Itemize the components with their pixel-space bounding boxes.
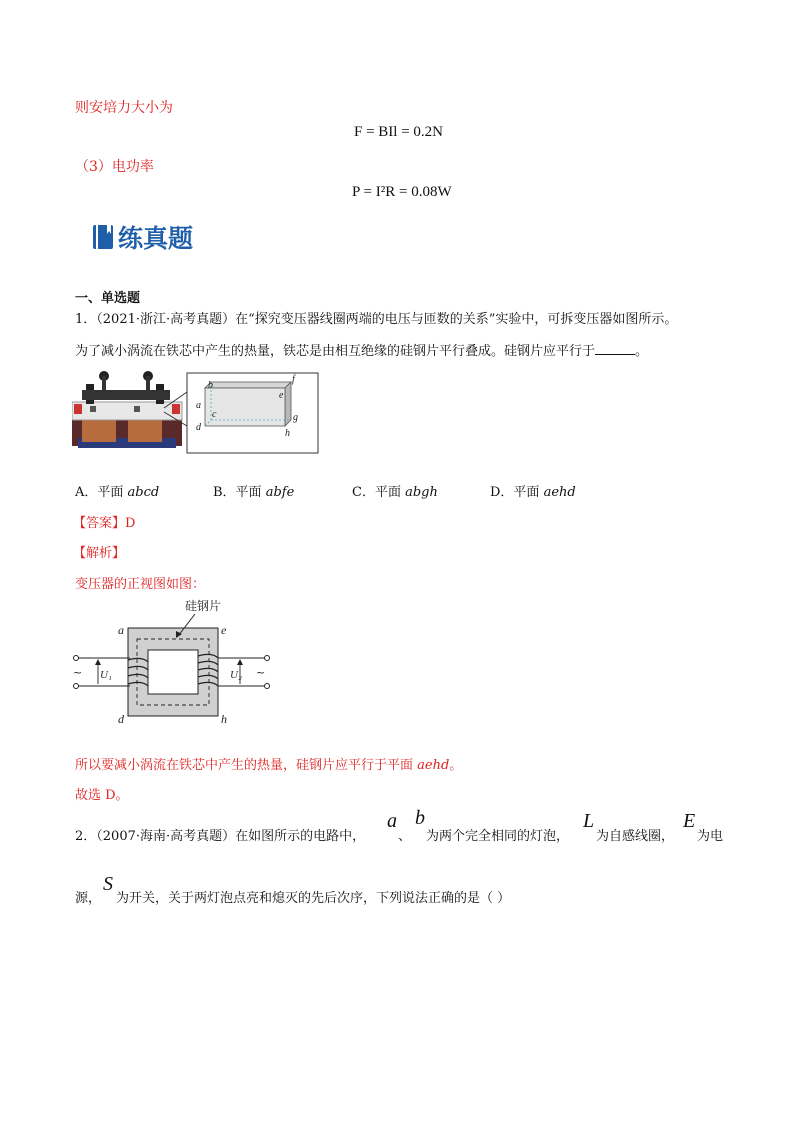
option-b[interactable]: B．平面 abfe [213, 485, 295, 500]
power-heading: （3）电功率 [75, 159, 154, 175]
power-formula: P = I²R = 0.08W [352, 184, 452, 200]
analysis-label: 【解析】 [73, 546, 126, 561]
fig-label-f: f [292, 374, 295, 385]
symbol-b: b [415, 807, 425, 829]
book-icon [92, 224, 114, 254]
left-ac-symbol: ~ [73, 666, 83, 679]
transformer-photo-figure [72, 368, 322, 462]
choose-line: 故选 D。 [75, 788, 129, 803]
q1-stem-line1: 1．（2021·浙江·高考真题）在“探究变压器线圈两端的电压与匝数的关系”实验中，可拆变压器如图所示。 [75, 312, 678, 327]
fig-label-a: a [196, 400, 201, 411]
q2-text2: 为自感线圈， [596, 829, 675, 844]
symbol-a: a [387, 810, 397, 832]
analysis-conclusion: 所以要减小涡流在铁芯中产生的热量，硅钢片应平行于平面 aehd。 [75, 758, 463, 773]
symbol-S: S [103, 873, 113, 895]
answer-line: 【答案】D [73, 516, 136, 531]
q2-text1: 为两个完全相同的灯泡， [426, 829, 570, 844]
core-label: 硅钢片 [185, 599, 222, 613]
force-formula: F = BIl = 0.2N [354, 124, 444, 140]
fig-label-h: h [285, 428, 290, 439]
fig-label-d: d [196, 422, 201, 433]
transformer-front-view-diagram [70, 598, 270, 734]
fig-label-g: g [293, 412, 298, 423]
force-intro: 则安培力大小为 [75, 100, 173, 116]
q2-text4: 为开关，关于两灯泡点亮和熄灭的先后次序，下列说法正确的是（ ） [116, 891, 511, 906]
symbol-E: E [683, 810, 696, 832]
q1-stem-text: 为了减小涡流在铁芯中产生的热量，铁芯是由相互绝缘的硅钢片平行叠成。硅钢片应平行于 [75, 344, 596, 359]
q2-text3: 为电 [697, 829, 724, 844]
diagram-label-d: d [118, 712, 124, 726]
fig-label-e: e [279, 390, 284, 401]
part-heading: 一、单选题 [75, 291, 141, 306]
symbol-L: L [583, 810, 595, 832]
q2-line2-start: 源， [75, 891, 102, 906]
option-d[interactable]: D．平面 aehd [490, 485, 576, 500]
q2-stem-line1: 2．（2007·海南·高考真题）在如图所示的电路中， [75, 829, 366, 844]
u1-label: U₁ [100, 669, 112, 681]
fig-label-c: c [212, 409, 217, 420]
analysis-intro: 变压器的正视图如图： [75, 577, 206, 592]
diagram-label-e: e [221, 623, 227, 637]
q1-stem-line2 [75, 340, 648, 359]
option-c[interactable]: C．平面 abgh [352, 485, 438, 500]
fig-label-b: b [208, 380, 213, 391]
u2-label: U₂ [230, 669, 242, 681]
diagram-label-a: a [118, 623, 124, 637]
section-title: 练真题 [118, 224, 194, 253]
diagram-label-h: h [221, 712, 227, 726]
right-ac-symbol: ~ [256, 666, 266, 679]
q1-stem-end: 。 [635, 344, 649, 359]
answer-blank [595, 342, 635, 355]
q2-sep: 、 [398, 829, 412, 844]
option-a[interactable]: A．平面 abcd [75, 485, 160, 500]
